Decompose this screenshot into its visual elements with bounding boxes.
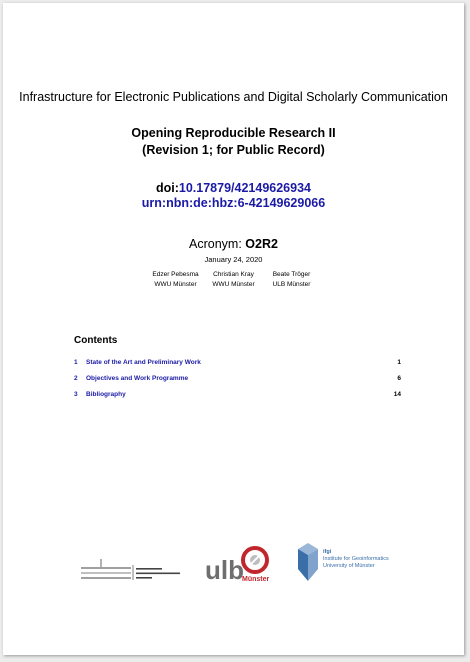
ifgi-abbr: ifgi [323,549,332,555]
toc-number: 1 [74,359,78,366]
toc-number: 3 [74,391,78,398]
doi-line [3,181,464,196]
ifgi-university: University of Münster [323,563,375,569]
author-affiliation: WWU Münster [154,281,197,288]
toc-entry[interactable] [74,359,401,375]
acronym-label: Acronym: [189,237,246,251]
ifgi-mark-icon [296,543,320,581]
acronym [3,237,464,251]
ifgi-logo [296,543,401,583]
wwu-logo-icon [81,555,181,583]
author-affiliation: ULB Münster [272,281,311,288]
document-title [3,125,464,159]
logo-row [3,543,464,588]
acronym-value: O2R2 [245,237,278,251]
toc-title[interactable]: State of the Art and Preliminary Work [86,359,201,366]
toc-title[interactable]: Bibliography [86,391,126,398]
toc-page: 14 [393,391,401,398]
identifiers [3,181,464,211]
ulb-logo-text: ulb [205,555,244,585]
author-name: Beate Tröger [272,271,311,278]
title-line-2: (Revision 1; for Public Record) [142,143,325,157]
document-date: January 24, 2020 [204,255,263,264]
toc-number: 2 [74,375,78,382]
table-of-contents [74,359,401,407]
contents-heading: Contents [74,335,118,346]
urn-link[interactable]: urn:nbn:de:hbz:6-42149629066 [141,196,326,210]
toc-title[interactable]: Objectives and Work Programme [86,375,189,382]
doi-link[interactable]: 10.17879/42149626934 [178,181,311,195]
author [267,270,317,290]
author [151,270,201,290]
toc-page: 6 [397,375,401,382]
author [209,270,259,290]
toc-entry[interactable] [74,391,401,407]
title-line-1: Opening Reproducible Research II [131,126,336,140]
doi-prefix: doi: [155,181,179,195]
author-list [3,270,464,290]
ulb-logo-icon [204,545,274,585]
ifgi-name: Institute for Geoinformatics [323,556,389,562]
author-name: Edzer Pebesma [152,271,199,278]
author-name: Christian Kray [213,271,254,278]
author-affiliation: WWU Münster [212,281,255,288]
series-title: Infrastructure for Electronic Publications and Digital Scholarly Communication [19,90,448,104]
document-page [3,3,464,655]
toc-page: 1 [397,359,401,366]
ulb-logo-subtext: Münster [242,576,270,583]
toc-entry[interactable] [74,375,401,391]
ifgi-logo-text [323,549,389,570]
